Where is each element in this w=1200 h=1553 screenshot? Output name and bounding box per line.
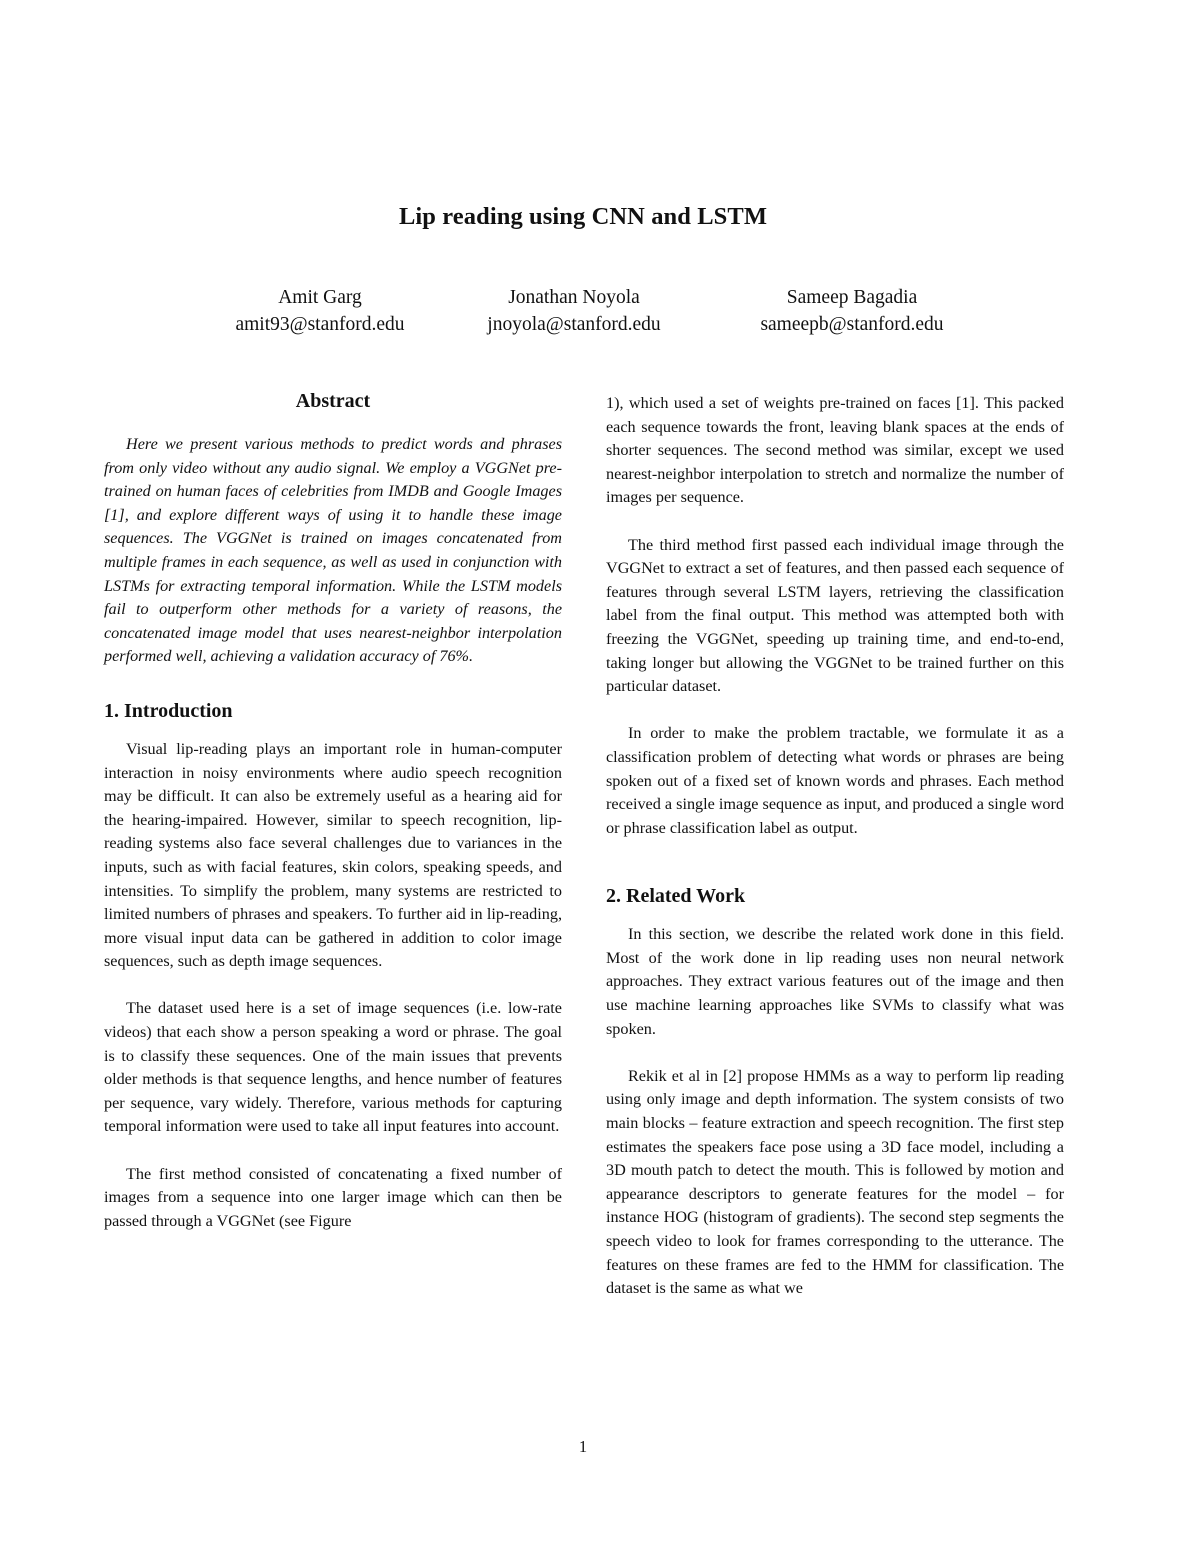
paragraph: Rekik et al in [2] propose HMMs as a way to perform lip reading using only image and depth information. The system consists of two main blocks – feature extraction and speech recognition. The first step estimates the speakers face pose using a 3D face model, including a 3D mouth patch to detect the mouth. This is followed by motion and appearance descriptors to generate features for the model – for instance HOG (histogram of gradients). The second step segments the speech video to look for frames corresponding to the utterance. The features on these frames are fed to the HMM for classification. The dataset is the same as what we xyxy=(606,1066,1064,1298)
abstract-text: Here we present various methods to predict words and phrases from only video without any audio signal. We employ a VGGNet pre-trained on human faces of celebrities from IMDB and Google Images [1], and explore different ways of using it to handle these image sequences. The VGGNet is trained on images concatenated from multiple frames in each sequence, as well as used in conjunction with LSTMs for extracting temporal information. While the LSTM models fail to outperform other methods for a variety of reasons, the concatenated image model that uses nearest-neighbor interpolation performed well, achieving a validation accuracy of 76%. xyxy=(104,435,562,666)
paragraph: The first method consisted of concatenating a fixed number of images from a sequence into one larger image which can then be passed through a VGGNet (see Figure xyxy=(104,1164,562,1230)
paragraph: In order to make the problem tractable, we formulate it as a classification problem of detecting what words or phrases are being spoken out of a fixed set of known words and phrases. Each method received a single image sequence as input, and produced a single word or phrase classification label as output. xyxy=(606,724,1064,837)
paragraph: The third method first passed each individual image through the VGGNet to extract a set of features, and then passed each sequence of features through several LSTM layers, retrieving the classification label from the final output. This method was attempted both with freezing the VGGNet, speeding up training time, and end-to-end, taking longer but allowing the VGGNet to be trained further on this particular dataset. xyxy=(606,535,1064,696)
paper-title: Lip reading using CNN and LSTM xyxy=(398,203,768,230)
abstract-heading: Abstract xyxy=(295,390,371,412)
section-heading-introduction: 1. Introduction xyxy=(104,699,233,722)
left-column xyxy=(104,389,562,1233)
right-column xyxy=(606,392,1064,1301)
page-number: 1 xyxy=(578,1437,588,1456)
author-email: sameepb@stanford.edu xyxy=(760,314,944,335)
paragraph: 1), which used a set of weights pre-trained on faces [1]. This packed each sequence towards the front, leaving blank spaces at the ends of shorter sequences. The second method was similar, except we used nearest-neighbor interpolation to stretch and normalize the number of images per sequence. xyxy=(606,394,1064,507)
author-name: Jonathan Noyola xyxy=(508,287,640,308)
author-name: Sameep Bagadia xyxy=(786,287,918,308)
author-block xyxy=(702,284,1002,338)
author-email: amit93@stanford.edu xyxy=(235,314,405,335)
paragraph: The dataset used here is a set of image sequences (i.e. low-rate videos) that each show a person speaking a word or phrase. The goal is to classify these sequences. One of the main issues that prevents older methods is that sequence lengths, and hence number of features per sequence, vary widely. Therefore, various methods for capturing temporal information were used to take all input features into account. xyxy=(104,999,562,1136)
author-block xyxy=(424,284,724,338)
author-email: jnoyola@stanford.edu xyxy=(487,314,661,335)
paragraph: In this section, we describe the related work done in this field. Most of the work done in lip reading uses non neural network approaches. They extract various features out of the image and then use machine learning approaches like SVMs to classify what was spoken. xyxy=(606,925,1064,1038)
author-name: Amit Garg xyxy=(278,287,362,308)
section-heading-related-work: 2. Related Work xyxy=(606,885,746,908)
paragraph: Visual lip-reading plays an important role in human-computer interaction in noisy environments where audio speech recognition may be difficult. It can also be extremely useful as a hearing aid for the hearing-impaired. However, similar to speech recognition, lip-reading systems also face several challenges due to variances in the inputs, such as with facial features, skin colors, speaking speeds, and intensities. To simplify the problem, many systems are restricted to limited numbers of phrases and speakers. To further aid in lip-reading, more visual input data can be gathered in addition to color image sequences, such as depth image sequences. xyxy=(104,739,562,971)
